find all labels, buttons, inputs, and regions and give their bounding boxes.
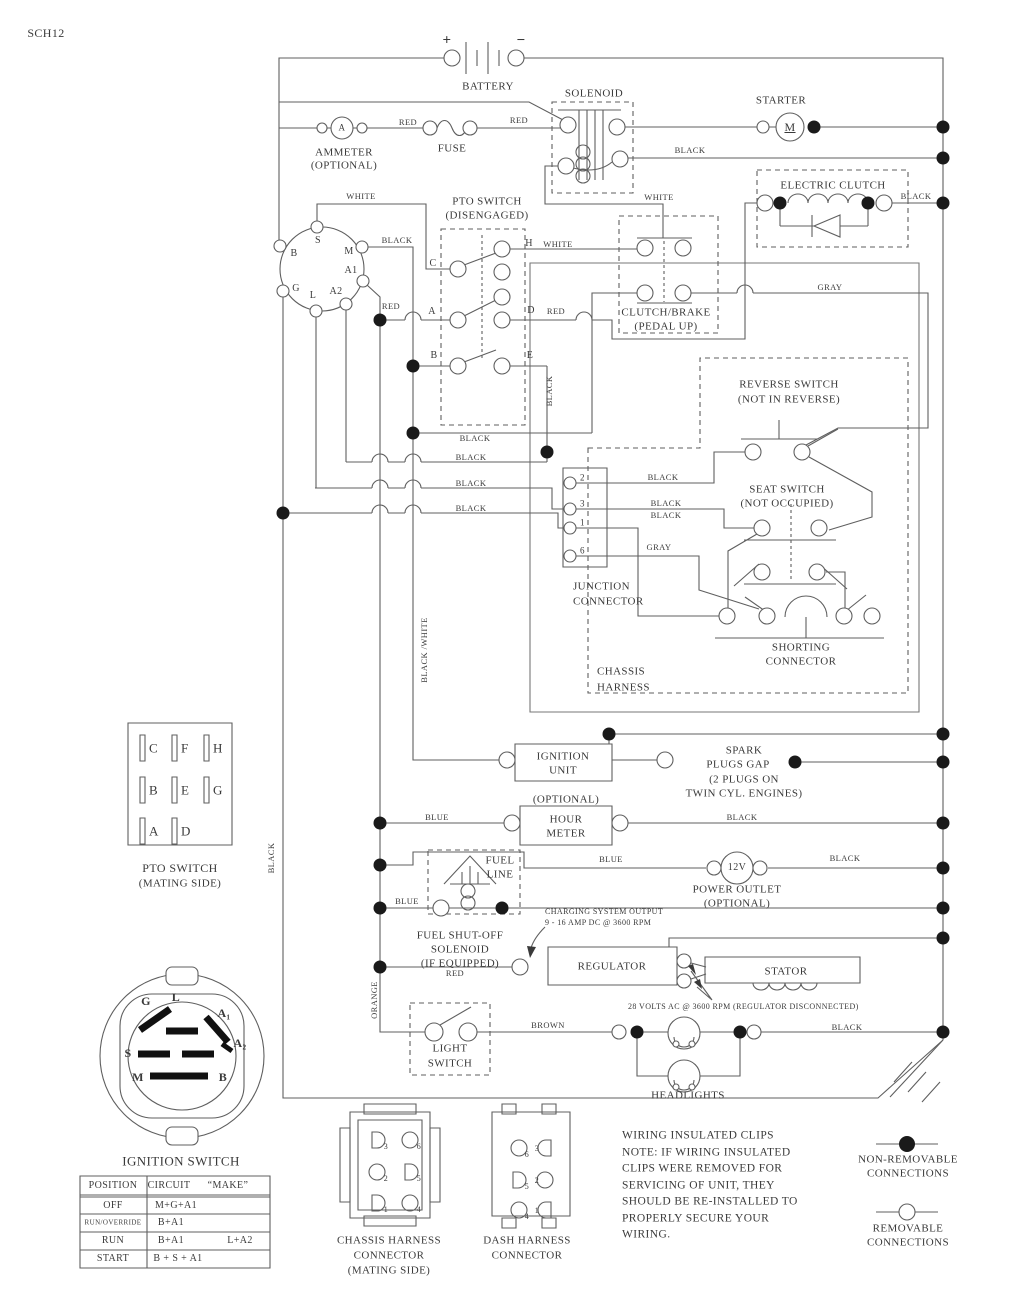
light-switch-1: LIGHT (432, 1042, 468, 1055)
td-run: RUN (101, 1235, 125, 1246)
seat-switch-label: SEAT SWITCH (749, 483, 825, 496)
pin-h: H (525, 238, 533, 249)
not-occupied: (NOT OCCUPIED) (740, 497, 834, 510)
wire-black-j3: BLACK (650, 497, 682, 508)
hour-meter-2: METER (546, 827, 586, 840)
stator-label: STATOR (764, 965, 808, 978)
hour-optional: (OPTIONAL) (532, 793, 600, 806)
note-4: SERVICING OF UNIT, THEY (622, 1179, 775, 1192)
not-in-reverse: (NOT IN REVERSE) (737, 393, 841, 406)
clutch-brake-label: CLUTCH/BRAKE (621, 306, 711, 319)
chassis-pin-5: 5 (416, 1174, 422, 1183)
headlights-label: HEADLIGHTS (651, 1089, 725, 1102)
term-m: M (344, 246, 354, 257)
wire-black-m: BLACK (381, 234, 413, 245)
shorting-label-2: CONNECTOR (765, 655, 837, 668)
td-off-circuit: M+G+A1 (154, 1200, 198, 1211)
wire-gray-1: GRAY (817, 281, 843, 292)
shorting-label-1: SHORTING (771, 641, 831, 654)
th-circuit: CIRCUIT (147, 1180, 191, 1191)
th-make: “MAKE” (207, 1180, 249, 1191)
td-off: OFF (103, 1200, 123, 1211)
td-start-circuit: B + S + A1 (153, 1253, 203, 1264)
battery-minus: − (516, 32, 526, 49)
wire-red-a: RED (381, 300, 401, 311)
wire-black-j1: BLACK (650, 509, 682, 520)
wire-black-hl: BLACK (831, 1021, 863, 1032)
wire-black-hm: BLACK (726, 811, 758, 822)
charging-2: 9 - 16 AMP DC @ 3600 RPM (545, 918, 652, 927)
fuse-label: FUSE (437, 142, 467, 155)
fso-1: FUEL SHUT-OFF (416, 929, 504, 942)
pin-c: C (429, 258, 437, 269)
dash-conn-2: CONNECTOR (491, 1249, 563, 1262)
term-a2: A2 (329, 286, 343, 297)
pin-e: E (526, 350, 534, 361)
junction-pin-1: 1 (580, 517, 585, 528)
ammeter-label: AMMETER (315, 146, 373, 159)
junction-label-1: JUNCTION (573, 580, 630, 593)
pedal-up: (PEDAL UP) (634, 320, 698, 333)
legend-removable-1: REMOVABLE (872, 1222, 944, 1235)
face-l: L (171, 990, 181, 1004)
spark-1: SPARK (725, 744, 763, 757)
chassis-conn-2: CONNECTOR (353, 1249, 425, 1262)
dash-conn-1: DASH HARNESS (483, 1234, 571, 1247)
mating-pin-e: E (181, 782, 190, 798)
mating-pin-b: B (149, 782, 159, 798)
wire-white-2: WHITE (644, 191, 674, 202)
term-s: S (315, 235, 321, 246)
note-2: NOTE: IF WIRING INSULATED (622, 1146, 791, 1159)
dash-pin-6: 6 (524, 1150, 530, 1159)
pto-mating-label-2: (MATING SIDE) (138, 877, 222, 890)
td-runoverride-circuit: B+A1 (157, 1217, 185, 1228)
mating-pin-f: F (181, 740, 189, 756)
td-run-circuit: B+A1 (157, 1235, 185, 1246)
note-5: SHOULD BE RE-INSTALLED TO (622, 1195, 798, 1208)
battery-label: BATTERY (462, 80, 514, 93)
wire-blue-fs: BLUE (395, 895, 419, 906)
wire-blue-po: BLUE (599, 853, 623, 864)
solenoid-label: SOLENOID (564, 87, 624, 100)
chassis-pin-2: 2 (383, 1174, 389, 1183)
chassis-harness-1: CHASSIS (597, 665, 646, 678)
reverse-switch-label: REVERSE SWITCH (739, 378, 839, 391)
spark-2: PLUGS GAP (706, 758, 770, 771)
wire-brown: BROWN (531, 1019, 565, 1030)
spark-3: (2 PLUGS ON (709, 773, 779, 786)
volts-note: 28 VOLTS AC @ 3600 RPM (REGULATOR DISCONNECTED) (628, 1002, 859, 1011)
wire-red-2: RED (509, 114, 529, 125)
ignition-switch-label: IGNITION SWITCH (122, 1153, 240, 1169)
battery-plus: + (442, 32, 452, 49)
ignition-unit-2: UNIT (549, 764, 577, 777)
chassis-conn-3: (MATING SIDE) (347, 1264, 431, 1277)
wire-orange: ORANGE (368, 981, 379, 1019)
junction-pin-6: 6 (580, 545, 585, 556)
note-6: PROPERLY SECURE YOUR (622, 1212, 770, 1225)
starter-m: M (784, 120, 796, 134)
fuel-line-1: FUEL (485, 854, 515, 867)
junction-label-2: CONNECTOR (573, 595, 644, 608)
chassis-pin-3: 3 (383, 1142, 389, 1151)
pin-b: B (430, 350, 438, 361)
mating-pin-a: A (149, 823, 159, 839)
wire-black-po: BLACK (829, 852, 861, 863)
wire-white-1: WHITE (346, 190, 376, 201)
wire-black-clutch: BLACK (900, 190, 932, 201)
wire-white-h: WHITE (543, 238, 573, 249)
chassis-pin-6: 6 (416, 1142, 422, 1151)
pin-d: D (527, 305, 535, 316)
pto-disengaged: (DISENGAGED) (445, 209, 529, 222)
wire-blue-hm: BLUE (425, 811, 449, 822)
pto-mating-label-1: PTO SWITCH (142, 861, 218, 875)
dash-pin-1: 1 (534, 1206, 540, 1215)
wire-red-reg: RED (445, 967, 465, 978)
td-runoverride: RUN/OVERRIDE (84, 1218, 142, 1227)
term-b: B (290, 248, 298, 259)
starter-label: STARTER (755, 94, 807, 107)
wire-black-frame: BLACK (265, 842, 276, 874)
face-g: G (141, 994, 151, 1008)
face-b: B (218, 1070, 228, 1084)
junction-pin-2: 2 (580, 472, 585, 483)
dash-pin-4: 4 (524, 1212, 530, 1221)
ammeter-optional: (OPTIONAL) (310, 159, 378, 172)
mating-pin-g: G (213, 782, 223, 798)
fuel-line-2: LINE (486, 868, 514, 881)
fso-3: (IF EQUIPPED) (420, 957, 500, 970)
th-position: POSITION (88, 1180, 138, 1191)
face-a2: A₂ (233, 1036, 247, 1050)
wire-black-solenoid: BLACK (674, 144, 706, 155)
wire-gray-j6: GRAY (646, 541, 672, 552)
term-g: G (292, 283, 300, 294)
charging-1: CHARGING SYSTEM OUTPUT (545, 907, 664, 916)
chassis-harness-2: HARNESS (597, 681, 650, 694)
mating-pin-d: D (181, 823, 191, 839)
pin-a: A (428, 306, 436, 317)
dash-pin-5: 5 (524, 1182, 530, 1191)
note-7: WIRING. (622, 1228, 671, 1241)
light-switch-2: SWITCH (427, 1057, 473, 1070)
ignition-unit-1: IGNITION (536, 750, 590, 763)
wire-red-d: RED (546, 305, 566, 316)
note-3: CLIPS WERE REMOVED FOR (622, 1162, 783, 1175)
spark-4: TWIN CYL. ENGINES) (685, 787, 803, 800)
face-s: S (124, 1046, 132, 1060)
term-a1: A1 (344, 265, 358, 276)
fso-2: SOLENOID (430, 943, 490, 956)
wire-black-row4: BLACK (455, 502, 487, 513)
regulator-label: REGULATOR (577, 960, 647, 973)
face-m: M (132, 1070, 144, 1084)
chassis-conn-1: CHASSIS HARNESS (336, 1234, 442, 1247)
note-1: WIRING INSULATED CLIPS (622, 1129, 774, 1142)
doc-code: SCH12 (27, 26, 65, 40)
term-l: L (309, 290, 317, 301)
wire-black-row1: BLACK (459, 432, 491, 443)
wire-red-1: RED (398, 116, 418, 127)
hour-meter-1: HOUR (549, 813, 583, 826)
mating-pin-h: H (213, 740, 223, 756)
wire-black-row2: BLACK (455, 451, 487, 462)
pto-switch-label: PTO SWITCH (452, 195, 522, 208)
dash-pin-3: 3 (534, 1144, 540, 1153)
dash-pin-2: 2 (534, 1176, 540, 1185)
ammeter-a: A (338, 122, 346, 133)
chassis-pin-4: 4 (416, 1205, 422, 1214)
power-12v: 12V (727, 862, 747, 873)
face-a1: A₁ (217, 1006, 231, 1020)
legend-nonremovable-2: CONNECTIONS (866, 1167, 950, 1180)
legend-nonremovable-1: NON-REMOVABLE (858, 1153, 958, 1166)
td-run-circuit2: L+A2 (227, 1235, 253, 1246)
junction-pin-3: 3 (580, 498, 585, 509)
electric-clutch-label: ELECTRIC CLUTCH (780, 179, 886, 192)
power-outlet-2: (OPTIONAL) (703, 897, 771, 910)
power-outlet-1: POWER OUTLET (692, 883, 782, 896)
td-start: START (96, 1253, 130, 1264)
wire-black-white: BLACK /WHITE (418, 617, 429, 683)
legend-removable-2: CONNECTIONS (866, 1236, 950, 1249)
chassis-pin-1: 1 (383, 1205, 389, 1214)
mating-pin-c: C (149, 740, 159, 756)
wire-black-j2: BLACK (647, 471, 679, 482)
wire-black-e: BLACK (543, 375, 554, 407)
wire-black-row3: BLACK (455, 477, 487, 488)
